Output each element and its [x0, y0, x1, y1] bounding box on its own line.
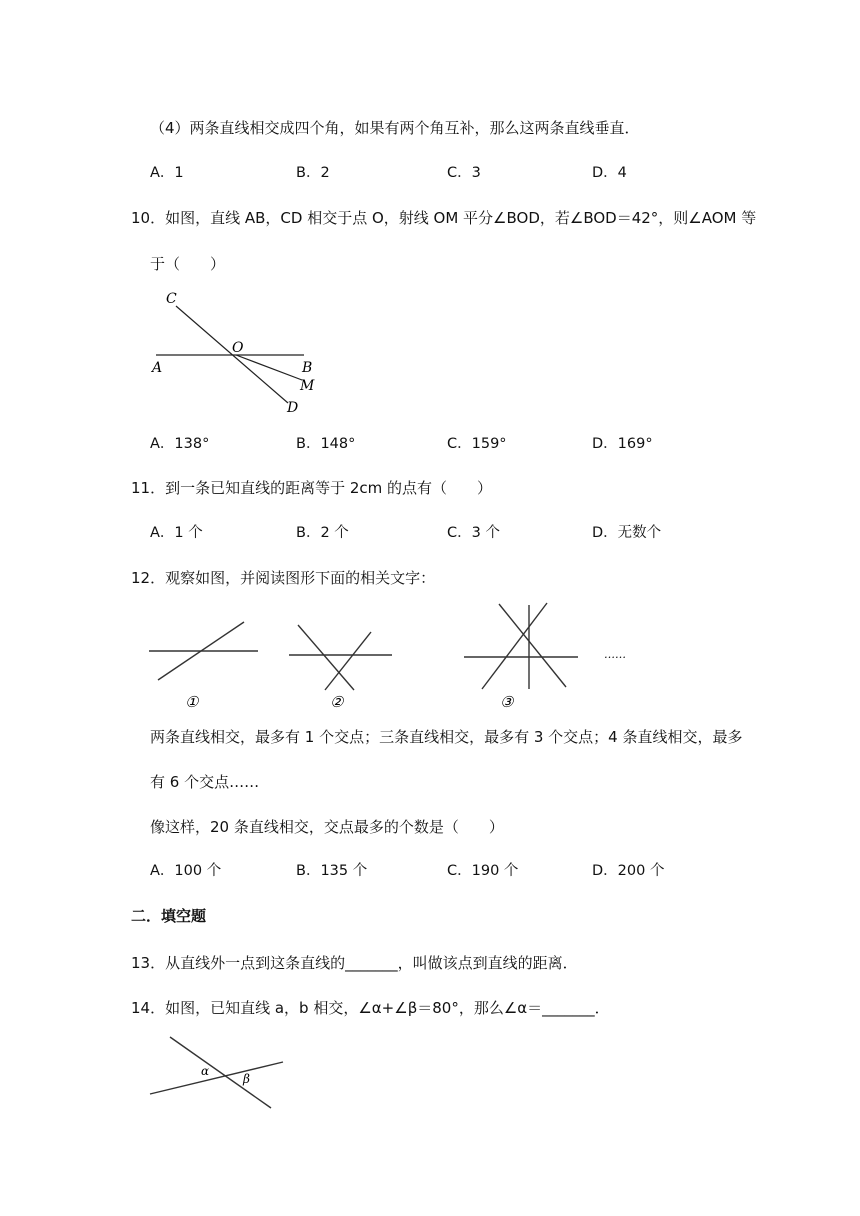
q12-option-b: B．135 个: [296, 863, 368, 879]
q9-option-a: A．1: [150, 165, 184, 181]
label-o: O: [232, 340, 244, 356]
q11-option-b: B．2 个: [296, 525, 349, 541]
q12-option-d: D．200 个: [592, 863, 665, 879]
label-beta: β: [243, 1072, 250, 1086]
q10-stem-line2: 于（ ）: [150, 255, 226, 273]
q9-option-d: D．4: [592, 165, 627, 181]
q12-option-a: A．100 个: [150, 863, 222, 879]
q10-option-a: A．138°: [150, 436, 210, 452]
q12-text3: 像这样，20 条直线相交，交点最多的个数是（ ）: [150, 818, 504, 836]
q11-option-a: A．1 个: [150, 525, 203, 541]
label-b: B: [302, 360, 313, 376]
q12-stem: 12．观察如图，并阅读图形下面的相关文字：: [131, 569, 436, 587]
q12-option-c: C．190 个: [447, 863, 519, 879]
section-title: 二．填空题: [131, 907, 207, 925]
line-b: [170, 1037, 271, 1108]
label-m: M: [300, 378, 315, 394]
q14-stem: 14．如图，已知直线 a，b 相交，∠α+∠β＝80°，那么∠α＝_______．: [131, 999, 610, 1017]
q11-option-c: C．3 个: [447, 525, 500, 541]
label-d: D: [287, 400, 299, 416]
q10-stem-line1: 10．如图，直线 AB，CD 相交于点 O，射线 OM 平分∠BOD，若∠BOD＝42°，则∠AOM 等: [131, 209, 757, 227]
q11-option-d: D．无数个: [592, 525, 662, 541]
label-alpha: α: [201, 1064, 210, 1078]
label-c: C: [166, 291, 177, 307]
q12-text1: 两条直线相交，最多有 1 个交点；三条直线相交，最多有 3 个交点；4 条直线相交，最多: [150, 728, 743, 746]
q10-option-d: D．169°: [592, 436, 653, 452]
q9-option-c: C．3: [447, 165, 481, 181]
label-a: A: [152, 360, 163, 376]
line-a: [150, 1062, 283, 1094]
ellipsis: ……: [604, 648, 626, 661]
q10-option-b: B．148°: [296, 436, 356, 452]
q9-option-b: B．2: [296, 165, 330, 181]
q9-item4: （4）两条直线相交成四个角，如果有两个角互补，那么这两条直线垂直．: [150, 119, 640, 137]
q10-option-c: C．159°: [447, 436, 507, 452]
fig2-label: ②: [330, 693, 344, 711]
q12-text2: 有 6 个交点……: [150, 773, 260, 791]
q11-stem: 11．到一条已知直线的距离等于 2cm 的点有（ ）: [131, 479, 493, 497]
q13-stem: 13．从直线外一点到这条直线的_______，叫做该点到直线的距离．: [131, 954, 578, 972]
fig1-label: ①: [185, 693, 199, 711]
fig3-label: ③: [500, 693, 514, 711]
